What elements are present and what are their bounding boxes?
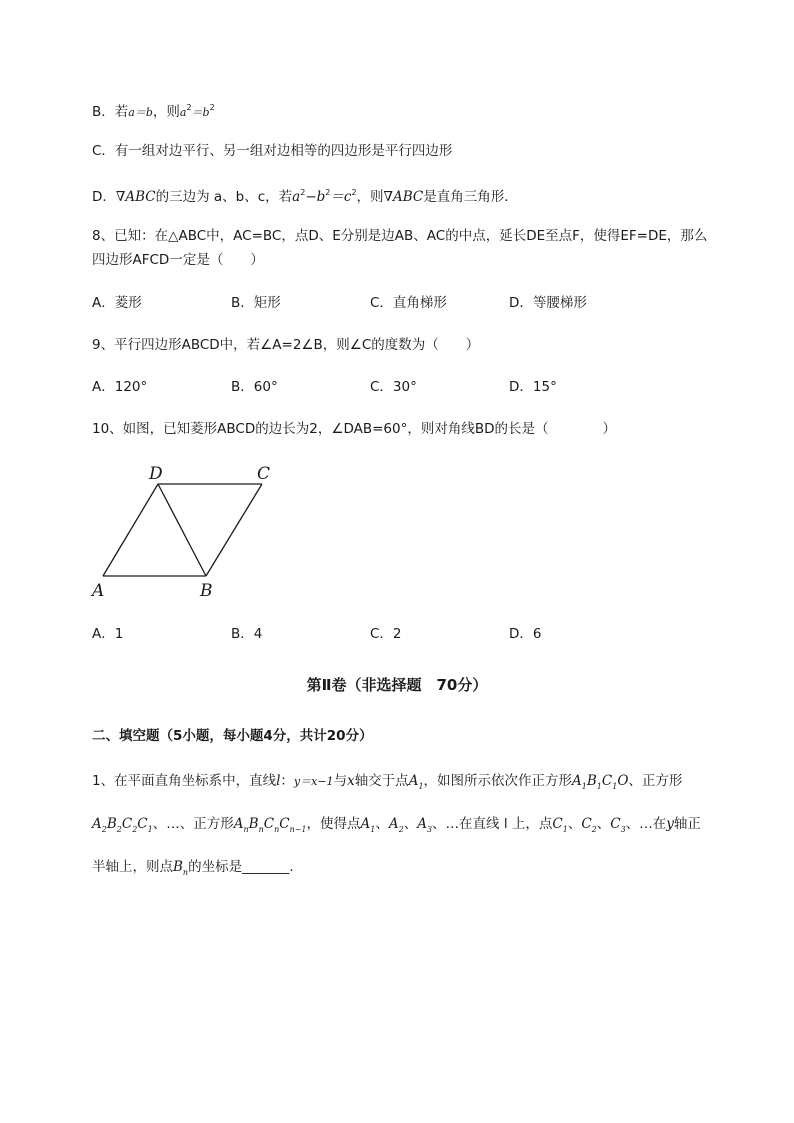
q7-d-suffix: 是直角三角形． <box>423 189 518 205</box>
q8-stem-line1: 8、已知：在△ABC中，AC=BC，点D、E分别是边AB、AC的中点，延长DE至点F，使得EF=DE，那么 <box>92 228 708 244</box>
pt: C <box>121 816 133 832</box>
fill1-text9: 、…在直线 l 上，点 <box>432 816 553 832</box>
sub: n <box>182 868 189 877</box>
fill1-colon: ： <box>280 773 294 789</box>
pt: C <box>137 816 148 832</box>
q9-option-c: C．30° <box>370 379 417 395</box>
q7-d-expr-b: −b <box>305 189 326 205</box>
q8-option-c: C．直角梯形 <box>370 295 447 311</box>
pt: A <box>388 816 399 832</box>
sub: 1 <box>581 782 587 791</box>
fill1-text10: 、…在 <box>625 816 667 832</box>
pt: C <box>552 816 563 832</box>
q10-option-a: A．1 <box>92 626 124 642</box>
q7-d-prefix: D． <box>92 189 116 205</box>
sep: 、 <box>403 816 418 832</box>
fill1-equation: y＝x−1 <box>293 775 334 788</box>
fill1-line2 <box>92 814 701 840</box>
q7-option-d <box>92 183 518 207</box>
q8-option-b: B．矩形 <box>231 295 281 311</box>
fill1-line3 <box>92 857 303 883</box>
sub: n <box>243 825 249 834</box>
sub: 3 <box>620 825 626 834</box>
rhombus-figure <box>88 458 288 603</box>
fill1-text11: 轴正 <box>673 816 701 832</box>
q7-b-mid: ，则 <box>152 104 180 120</box>
fill1-text6: 、…、正方形 <box>152 816 234 832</box>
sub: 1 <box>147 825 153 834</box>
pt: A <box>417 816 427 832</box>
sub: 2 <box>116 825 122 834</box>
sub: n <box>258 825 264 834</box>
q7-b-eq: ＝ <box>191 106 203 119</box>
sub: 2 <box>132 825 138 834</box>
sub: n <box>274 825 280 834</box>
fill1-text2: 与 <box>333 773 348 789</box>
fill1-x-var: x <box>347 773 355 789</box>
q7-d-triangle2: ∇ABC <box>383 189 424 205</box>
q7-d-triangle: ∇ABC <box>115 189 156 205</box>
q8-stem-line2: 四边形AFCD一定是（ ） <box>92 252 264 268</box>
sep: 、 <box>596 816 611 832</box>
pt: A <box>233 816 244 832</box>
sub: 1 <box>612 782 618 791</box>
q9-option-b: B．60° <box>231 379 278 395</box>
q7-option-b <box>92 98 215 123</box>
q7-d-exp2: 2 <box>325 188 331 197</box>
q10-stem: 10、如图，已知菱形ABCD的边长为2，∠DAB=60°，则对角线BD的长是（ ） <box>92 421 617 437</box>
diagonal-bd <box>158 484 206 576</box>
label-a: A <box>92 581 105 601</box>
q7-b-var-b: b <box>202 106 210 119</box>
pt: C <box>279 816 290 832</box>
pt: C <box>601 773 613 789</box>
sub: 2 <box>398 825 404 834</box>
side-ad <box>103 484 158 576</box>
sep: 、 <box>375 816 389 832</box>
sub: 2 <box>591 825 597 834</box>
q7-b-label: B．若 <box>92 104 129 120</box>
q7-option-c: C．有一组对边平行、另一组对边相等的四边形是平行四边形 <box>92 143 453 159</box>
q8-option-d: D．等腰梯形 <box>509 295 587 311</box>
label-c: C <box>257 464 271 484</box>
fill1-line-name: l <box>276 773 281 789</box>
q7-b-condition: a＝b <box>128 106 153 119</box>
sub: 2 <box>101 825 107 834</box>
q9-option-a: A．120° <box>92 379 148 395</box>
fill1-text1: 1、在平面直角坐标系中，直线 <box>92 773 277 789</box>
pt: B <box>248 816 259 832</box>
fill1-text5: 、正方形 <box>628 773 683 789</box>
q7-b-exp: 2 <box>186 103 192 112</box>
label-b: B <box>200 581 213 601</box>
sub: 3 <box>426 825 433 834</box>
q7-d-expr-c: ＝c <box>330 189 352 205</box>
pt: O <box>617 773 629 789</box>
pt: B <box>106 816 117 832</box>
section2-title: 二、填空题（5小题，每小题4分，共计20分） <box>92 728 373 744</box>
q10-option-b: B．4 <box>231 626 263 642</box>
fill1-y-var: y <box>666 816 674 832</box>
sub: n−1 <box>289 825 307 834</box>
fill1-text3: 轴交于点 <box>354 773 409 789</box>
q7-d-expr-a: a <box>292 189 301 205</box>
q9-option-d: D．15° <box>509 379 557 395</box>
q10-option-c: C．2 <box>370 626 402 642</box>
sub: 1 <box>418 782 424 791</box>
q7-d-mid1: 的三边为 a、b、c，若 <box>155 189 293 205</box>
fill1-point-a1: A <box>408 773 419 789</box>
q7-b-exp2: 2 <box>209 103 215 112</box>
side-bc <box>206 484 262 576</box>
q8-option-a: A．菱形 <box>92 295 142 311</box>
q7-d-mid2: ，则 <box>356 189 384 205</box>
fill1-answer-blank: 的坐标是_______． <box>188 859 303 875</box>
sub: 1 <box>370 825 376 834</box>
q7-d-exp3: 2 <box>351 188 357 197</box>
q7-d-exp1: 2 <box>300 188 306 197</box>
label-d: D <box>149 464 163 484</box>
part2-title: 第Ⅱ卷（非选择题 70分） <box>306 676 488 694</box>
fill1-text4: ，如图所示依次作正方形 <box>423 773 573 789</box>
pt: B <box>586 773 597 789</box>
q10-option-d: D．6 <box>509 626 542 642</box>
sub: 1 <box>562 825 568 834</box>
sep: 、 <box>567 816 582 832</box>
pt: A <box>572 773 582 789</box>
fill1-text12: 半轴上，则点 <box>92 859 173 875</box>
q7-b-var-a: a <box>179 106 187 119</box>
pt: C <box>610 816 621 832</box>
fill1-line1 <box>92 771 682 797</box>
pt: A <box>92 816 102 832</box>
pt: A <box>360 816 371 832</box>
pt: C <box>263 816 275 832</box>
sub: 1 <box>596 782 602 791</box>
q9-stem: 9、平行四边形ABCD中，若∠A=2∠B，则∠C的度数为（ ） <box>92 337 480 353</box>
pt: B <box>173 859 183 875</box>
pt: C <box>581 816 592 832</box>
fill1-text7: ，使得点 <box>306 816 361 832</box>
